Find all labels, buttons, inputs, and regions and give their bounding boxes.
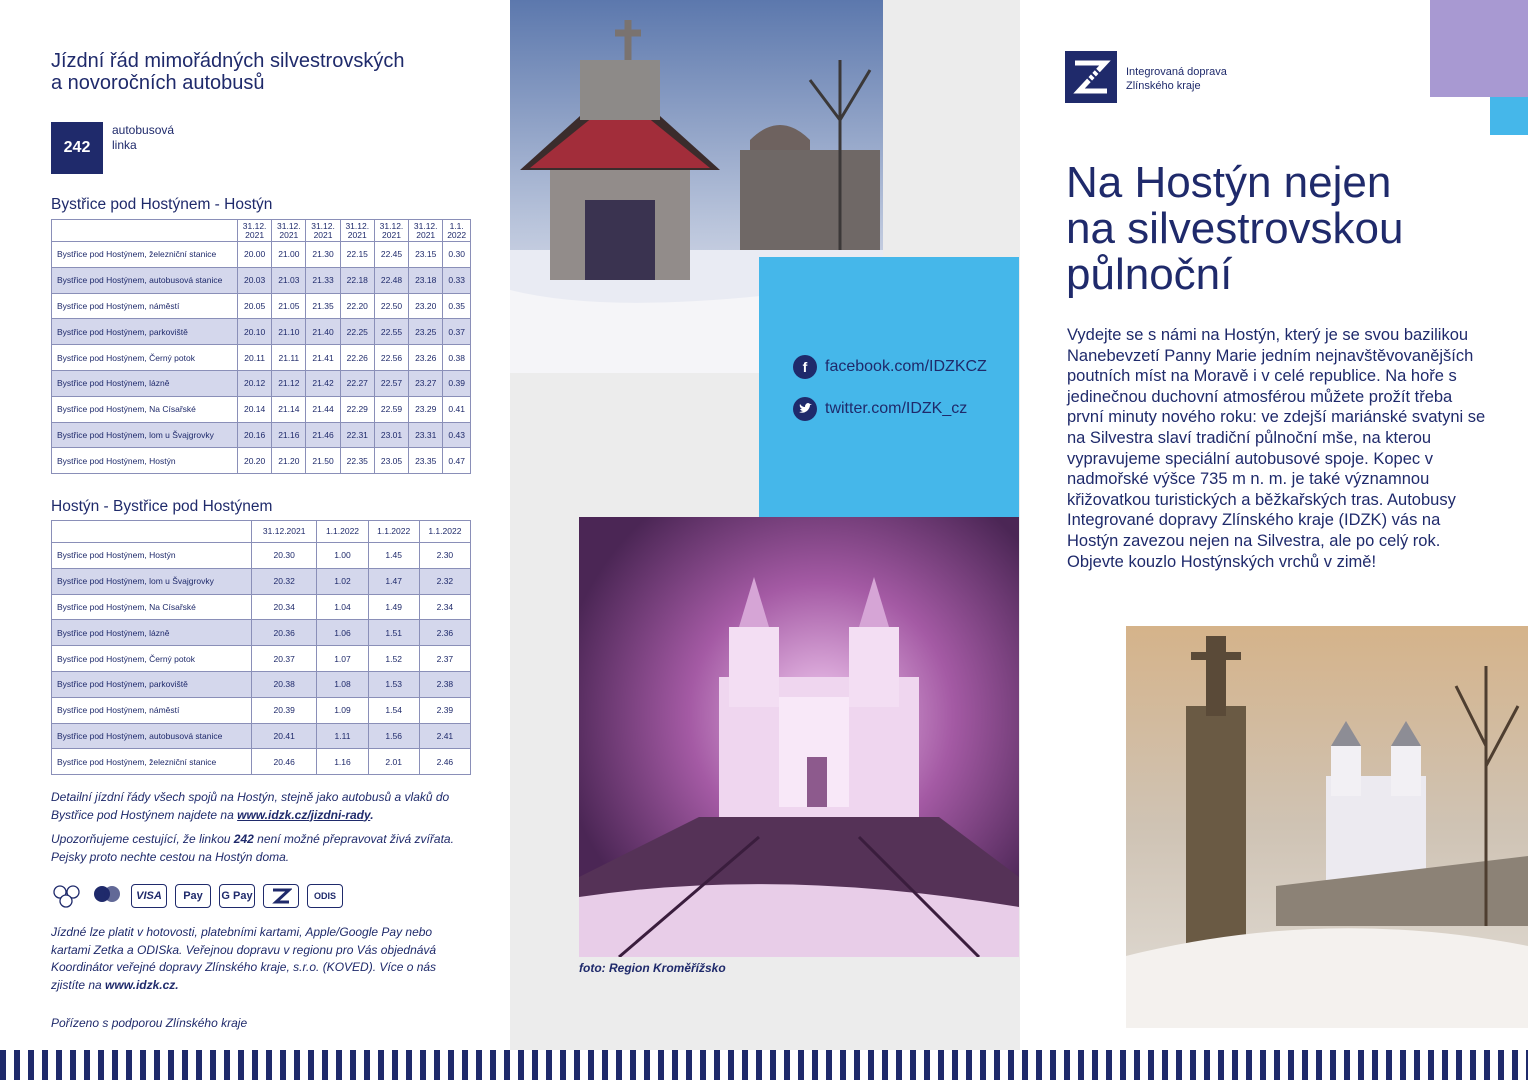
departure-time-cell: 1.09: [317, 697, 368, 723]
departure-time-cell: 0.39: [443, 370, 471, 396]
departure-time-cell: 1.02: [317, 568, 368, 594]
visa-icon: VISA: [131, 884, 167, 908]
line-label: [112, 123, 202, 153]
table-row: [52, 723, 471, 749]
departure-time-cell: 22.45: [374, 242, 408, 268]
table-row: [52, 242, 471, 268]
departure-time-cell: 0.37: [443, 319, 471, 345]
stop-name-cell: Bystřice pod Hostýnem, železniční stanice: [52, 242, 238, 268]
decorative-lavender-block: [1430, 0, 1528, 97]
departure-time-cell: 20.00: [238, 242, 272, 268]
table1-title: Bystřice pod Hostýnem - Hostýn: [51, 196, 273, 213]
departure-time-cell: 22.18: [340, 267, 374, 293]
detail-note: [51, 789, 461, 824]
facebook-link-row[interactable]: [793, 355, 987, 379]
departure-time-cell: 1.51: [368, 620, 419, 646]
header-date-part: 2021: [416, 229, 436, 240]
departure-time-cell: 22.15: [340, 242, 374, 268]
table-row: [52, 448, 471, 474]
zetka-card-icon: [263, 884, 299, 908]
header-date-part: 31.12.: [345, 220, 370, 231]
table-header-cell: 1.1.2022: [317, 521, 368, 543]
table-row: [52, 594, 471, 620]
departure-time-cell: 1.00: [317, 543, 368, 569]
departure-time-cell: 23.20: [409, 293, 443, 319]
departure-time-cell: 20.05: [238, 293, 272, 319]
departure-time-cell: 22.29: [340, 396, 374, 422]
departure-time-cell: 21.35: [306, 293, 340, 319]
photo-caption: foto: Region Kroměřížsko: [579, 961, 726, 975]
departure-time-cell: 21.20: [272, 448, 306, 474]
table2-title: Hostýn - Bystřice pod Hostýnem: [51, 498, 273, 515]
table-row: [52, 396, 471, 422]
stop-name-cell: Bystřice pod Hostýnem, autobusová stanice: [52, 723, 252, 749]
departure-time-cell: 23.26: [409, 345, 443, 371]
payment-icons: [51, 883, 343, 909]
stop-name-cell: Bystřice pod Hostýnem, lázně: [52, 620, 252, 646]
departure-time-cell: 20.10: [238, 319, 272, 345]
departure-time-cell: 1.04: [317, 594, 368, 620]
stop-name-cell: Bystřice pod Hostýnem, lázně: [52, 370, 238, 396]
departure-time-cell: 21.42: [306, 370, 340, 396]
header-date-part: 31.12.: [413, 220, 438, 231]
departure-time-cell: 23.01: [374, 422, 408, 448]
odis-card-icon: ODIS: [307, 884, 343, 908]
table-row: [52, 620, 471, 646]
departure-time-cell: 2.37: [419, 646, 470, 672]
departure-time-cell: 22.50: [374, 293, 408, 319]
detail-note-text: Detailní jízdní řády všech spojů na Hostýn, stejně jako autobusů a vlaků do Bystřice pod Hostýnem najdete na: [51, 790, 450, 822]
table-header-cell: [340, 220, 374, 242]
departure-time-cell: 21.16: [272, 422, 306, 448]
headline-line-2: na silvestrovskou: [1066, 204, 1404, 253]
departure-time-cell: 1.49: [368, 594, 419, 620]
table-header-cell: [272, 220, 306, 242]
departure-time-cell: 0.38: [443, 345, 471, 371]
timetable-return: [51, 520, 471, 775]
apple-pay-icon: Pay: [175, 884, 211, 908]
table-header-cell: [374, 220, 408, 242]
table-header-row: [52, 521, 471, 543]
brand-line-1: Integrovaná doprava: [1126, 66, 1227, 78]
departure-time-cell: 1.52: [368, 646, 419, 672]
line-label-1: autobusová: [112, 123, 175, 137]
departure-time-cell: 0.47: [443, 448, 471, 474]
departure-time-cell: 21.03: [272, 267, 306, 293]
departure-time-cell: 20.14: [238, 396, 272, 422]
twitter-link[interactable]: twitter.com/IDZK_cz: [825, 400, 968, 417]
stop-name-cell: Bystřice pod Hostýnem, parkoviště: [52, 319, 238, 345]
social-box: [759, 257, 1019, 517]
stop-name-cell: Bystřice pod Hostýnem, Na Císařské: [52, 396, 238, 422]
warning-line-number: 242: [233, 832, 254, 846]
departure-time-cell: 21.30: [306, 242, 340, 268]
facebook-link[interactable]: facebook.com/IDZKCZ: [825, 358, 987, 375]
line-label-2: linka: [112, 138, 137, 152]
mastercard-icon: [91, 883, 123, 909]
departure-time-cell: 20.30: [252, 543, 317, 569]
table-row: [52, 319, 471, 345]
header-date-part: 2022: [447, 229, 467, 240]
departure-time-cell: 21.10: [272, 319, 306, 345]
departure-time-cell: 20.39: [252, 697, 317, 723]
departure-time-cell: 20.36: [252, 620, 317, 646]
departure-time-cell: 2.30: [419, 543, 470, 569]
photo-basilica-night: [579, 517, 1019, 957]
brand-name: [1126, 65, 1227, 93]
timetable-link[interactable]: www.idzk.cz/jizdni-rady: [237, 807, 371, 822]
departure-time-cell: 1.45: [368, 543, 419, 569]
website-link[interactable]: www.idzk.cz.: [105, 977, 179, 992]
departure-time-cell: 23.15: [409, 242, 443, 268]
title-line-1: Jízdní řád mimořádných silvestrovských: [51, 50, 405, 72]
departure-time-cell: 20.16: [238, 422, 272, 448]
header-date-part: 2021: [382, 229, 401, 240]
stop-name-cell: Bystřice pod Hostýnem, náměstí: [52, 293, 238, 319]
table-header-cell: [443, 220, 471, 242]
departure-time-cell: 0.41: [443, 396, 471, 422]
article-body: Vydejte se s námi na Hostýn, který je se svou bazilikou Nanebevzetí Panny Marie jedním nejnavštěvovanějších poutních míst na Moravě i v celé republice. Na hoře s jedinečnou duchovní atmosférou můžete prožít třeba první minuty nového roku: ve zdejší mariánské svatyni se na Silvestra slaví tradiční půlnoční mše, na kterou vypravujeme speciální autobusové spoje. Kopec v nadmořské výšce 735 m n. m. je také významnou křižovatkou turistických a běžkařských tras. Autobusy Integrované dopravy Zlínského kraje (IDZK) vás na Hostýn zavezou nejen na Silvestra, ale po celý rok. Objevte kouzlo Hostýnských vrchů v zimě!: [1067, 326, 1486, 571]
departure-time-cell: 21.00: [272, 242, 306, 268]
detail-note-end: .: [370, 807, 374, 822]
departure-time-cell: 22.31: [340, 422, 374, 448]
headline-line-3: půlnoční: [1066, 250, 1233, 299]
departure-time-cell: 1.11: [317, 723, 368, 749]
stop-name-cell: Bystřice pod Hostýnem, lom u Švajgrovky: [52, 422, 238, 448]
departure-time-cell: 21.05: [272, 293, 306, 319]
departure-time-cell: 1.54: [368, 697, 419, 723]
departure-time-cell: 23.27: [409, 370, 443, 396]
departure-time-cell: 1.08: [317, 671, 368, 697]
departure-time-cell: 20.38: [252, 671, 317, 697]
table-row: [52, 671, 471, 697]
decorative-cyan-block: [1490, 97, 1528, 135]
line-number-badge: 242: [51, 122, 103, 174]
departure-time-cell: 2.41: [419, 723, 470, 749]
facebook-icon: f: [793, 355, 817, 379]
departure-time-cell: 23.25: [409, 319, 443, 345]
brand-line-2: Zlínského kraje: [1126, 80, 1201, 92]
departure-time-cell: 21.14: [272, 396, 306, 422]
header-date-part: 2021: [279, 229, 299, 240]
stop-name-cell: Bystřice pod Hostýnem, Hostýn: [52, 543, 252, 569]
departure-time-cell: 22.27: [340, 370, 374, 396]
departure-time-cell: 20.03: [238, 267, 272, 293]
payment-note: [51, 924, 461, 994]
departure-time-cell: 2.46: [419, 749, 470, 775]
title-line-2: a novoročních autobusů: [51, 72, 265, 94]
departure-time-cell: 22.26: [340, 345, 374, 371]
departure-time-cell: 1.47: [368, 568, 419, 594]
table-row: [52, 568, 471, 594]
document-title: [51, 50, 471, 94]
twitter-link-row[interactable]: [793, 397, 967, 421]
departure-time-cell: 21.33: [306, 267, 340, 293]
departure-time-cell: 22.59: [374, 396, 408, 422]
departure-time-cell: 20.32: [252, 568, 317, 594]
departure-time-cell: 0.35: [443, 293, 471, 319]
departure-time-cell: 21.40: [306, 319, 340, 345]
departure-time-cell: 20.37: [252, 646, 317, 672]
stop-name-cell: Bystřice pod Hostýnem, lom u Švajgrovky: [52, 568, 252, 594]
stop-name-cell: Bystřice pod Hostýnem, železniční stanice: [52, 749, 252, 775]
departure-time-cell: 2.36: [419, 620, 470, 646]
table-row: [52, 422, 471, 448]
google-pay-icon: G Pay: [219, 884, 255, 908]
table-header-cell: 1.1.2022: [419, 521, 470, 543]
departure-time-cell: 1.16: [317, 749, 368, 775]
table-row: [52, 267, 471, 293]
table-row: [52, 646, 471, 672]
departure-time-cell: 0.43: [443, 422, 471, 448]
header-date-part: 2021: [347, 229, 367, 240]
table-header-row: [52, 220, 471, 242]
departure-time-cell: 0.33: [443, 267, 471, 293]
table-header-cell: 31.12.2021: [252, 521, 317, 543]
departure-time-cell: 21.46: [306, 422, 340, 448]
warning-text-1: Upozorňujeme cestující, že linkou: [51, 832, 231, 846]
timetable-outbound: [51, 219, 471, 474]
departure-time-cell: 21.41: [306, 345, 340, 371]
header-date-part: 1.1.: [449, 220, 464, 231]
header-date-part: 2021: [245, 229, 265, 240]
stop-name-cell: Bystřice pod Hostýnem, Černý potok: [52, 646, 252, 672]
departure-time-cell: 21.50: [306, 448, 340, 474]
departure-time-cell: 22.25: [340, 319, 374, 345]
table-row: [52, 543, 471, 569]
stop-name-cell: Bystřice pod Hostýnem, Hostýn: [52, 448, 238, 474]
departure-time-cell: 22.56: [374, 345, 408, 371]
departure-time-cell: 1.56: [368, 723, 419, 749]
departure-time-cell: 22.48: [374, 267, 408, 293]
table-header-cell: [409, 220, 443, 242]
article-headline: [1066, 160, 1496, 298]
departure-time-cell: 20.34: [252, 594, 317, 620]
header-date-part: 31.12.: [311, 220, 335, 231]
departure-time-cell: 23.35: [409, 448, 443, 474]
departure-time-cell: 2.32: [419, 568, 470, 594]
stop-name-cell: Bystřice pod Hostýnem, náměstí: [52, 697, 252, 723]
departure-time-cell: 20.12: [238, 370, 272, 396]
coins-icon: [51, 883, 83, 909]
table-row: [52, 370, 471, 396]
table-header-blank: [52, 521, 252, 543]
departure-time-cell: 1.06: [317, 620, 368, 646]
departure-time-cell: 20.20: [238, 448, 272, 474]
departure-time-cell: 23.18: [409, 267, 443, 293]
support-note: Pořízeno s podporou Zlínského kraje: [51, 1016, 248, 1030]
warning-text-2: není možné přepravovat živá zvířata. Pejsky proto nechte cestou na Hostýn doma.: [51, 832, 454, 864]
departure-time-cell: 22.57: [374, 370, 408, 396]
table-header-cell: [238, 220, 272, 242]
departure-time-cell: 21.11: [272, 345, 306, 371]
departure-time-cell: 23.29: [409, 396, 443, 422]
departure-time-cell: 21.44: [306, 396, 340, 422]
twitter-icon: [793, 397, 817, 421]
payment-note-text: Jízdné lze platit v hotovosti, platebními kartami, Apple/Google Pay nebo kartami Zetka a ODISka. Veřejnou dopravu v regionu pro Vás objednává Koordinátor veřejné dopravy Zlínského kraje, s.r.o. (KOVED). Více o nás zjistíte na: [51, 925, 437, 992]
departure-time-cell: 2.39: [419, 697, 470, 723]
departure-time-cell: 20.46: [252, 749, 317, 775]
footer-stripe-pattern: [0, 1050, 1528, 1080]
animal-warning: [51, 831, 461, 866]
table-row: [52, 293, 471, 319]
table-row: [52, 697, 471, 723]
departure-time-cell: 23.05: [374, 448, 408, 474]
departure-time-cell: 22.55: [374, 319, 408, 345]
idzk-logo-icon: [1065, 51, 1117, 103]
departure-time-cell: 21.12: [272, 370, 306, 396]
departure-time-cell: 0.30: [443, 242, 471, 268]
departure-time-cell: 1.07: [317, 646, 368, 672]
header-date-part: 31.12.: [277, 220, 301, 231]
departure-time-cell: 20.41: [252, 723, 317, 749]
table-row: [52, 749, 471, 775]
departure-time-cell: 2.34: [419, 594, 470, 620]
table-row: [52, 345, 471, 371]
departure-time-cell: 20.11: [238, 345, 272, 371]
departure-time-cell: 22.35: [340, 448, 374, 474]
departure-time-cell: 23.31: [409, 422, 443, 448]
departure-time-cell: 22.20: [340, 293, 374, 319]
stop-name-cell: Bystřice pod Hostýnem, autobusová stanice: [52, 267, 238, 293]
headline-line-1: Na Hostýn nejen: [1066, 158, 1392, 207]
table-header-cell: 1.1.2022: [368, 521, 419, 543]
stop-name-cell: Bystřice pod Hostýnem, parkoviště: [52, 671, 252, 697]
departure-time-cell: 2.01: [368, 749, 419, 775]
photo-statue-basilica: [1126, 626, 1528, 1028]
departure-time-cell: 2.38: [419, 671, 470, 697]
table-header-cell: [306, 220, 340, 242]
stop-name-cell: Bystřice pod Hostýnem, Na Císařské: [52, 594, 252, 620]
header-date-part: 31.12.: [379, 220, 404, 231]
table-header-blank: [52, 220, 238, 242]
header-date-part: 31.12.: [242, 220, 267, 231]
stop-name-cell: Bystřice pod Hostýnem, Černý potok: [52, 345, 238, 371]
header-date-part: 2021: [313, 229, 333, 240]
departure-time-cell: 1.53: [368, 671, 419, 697]
